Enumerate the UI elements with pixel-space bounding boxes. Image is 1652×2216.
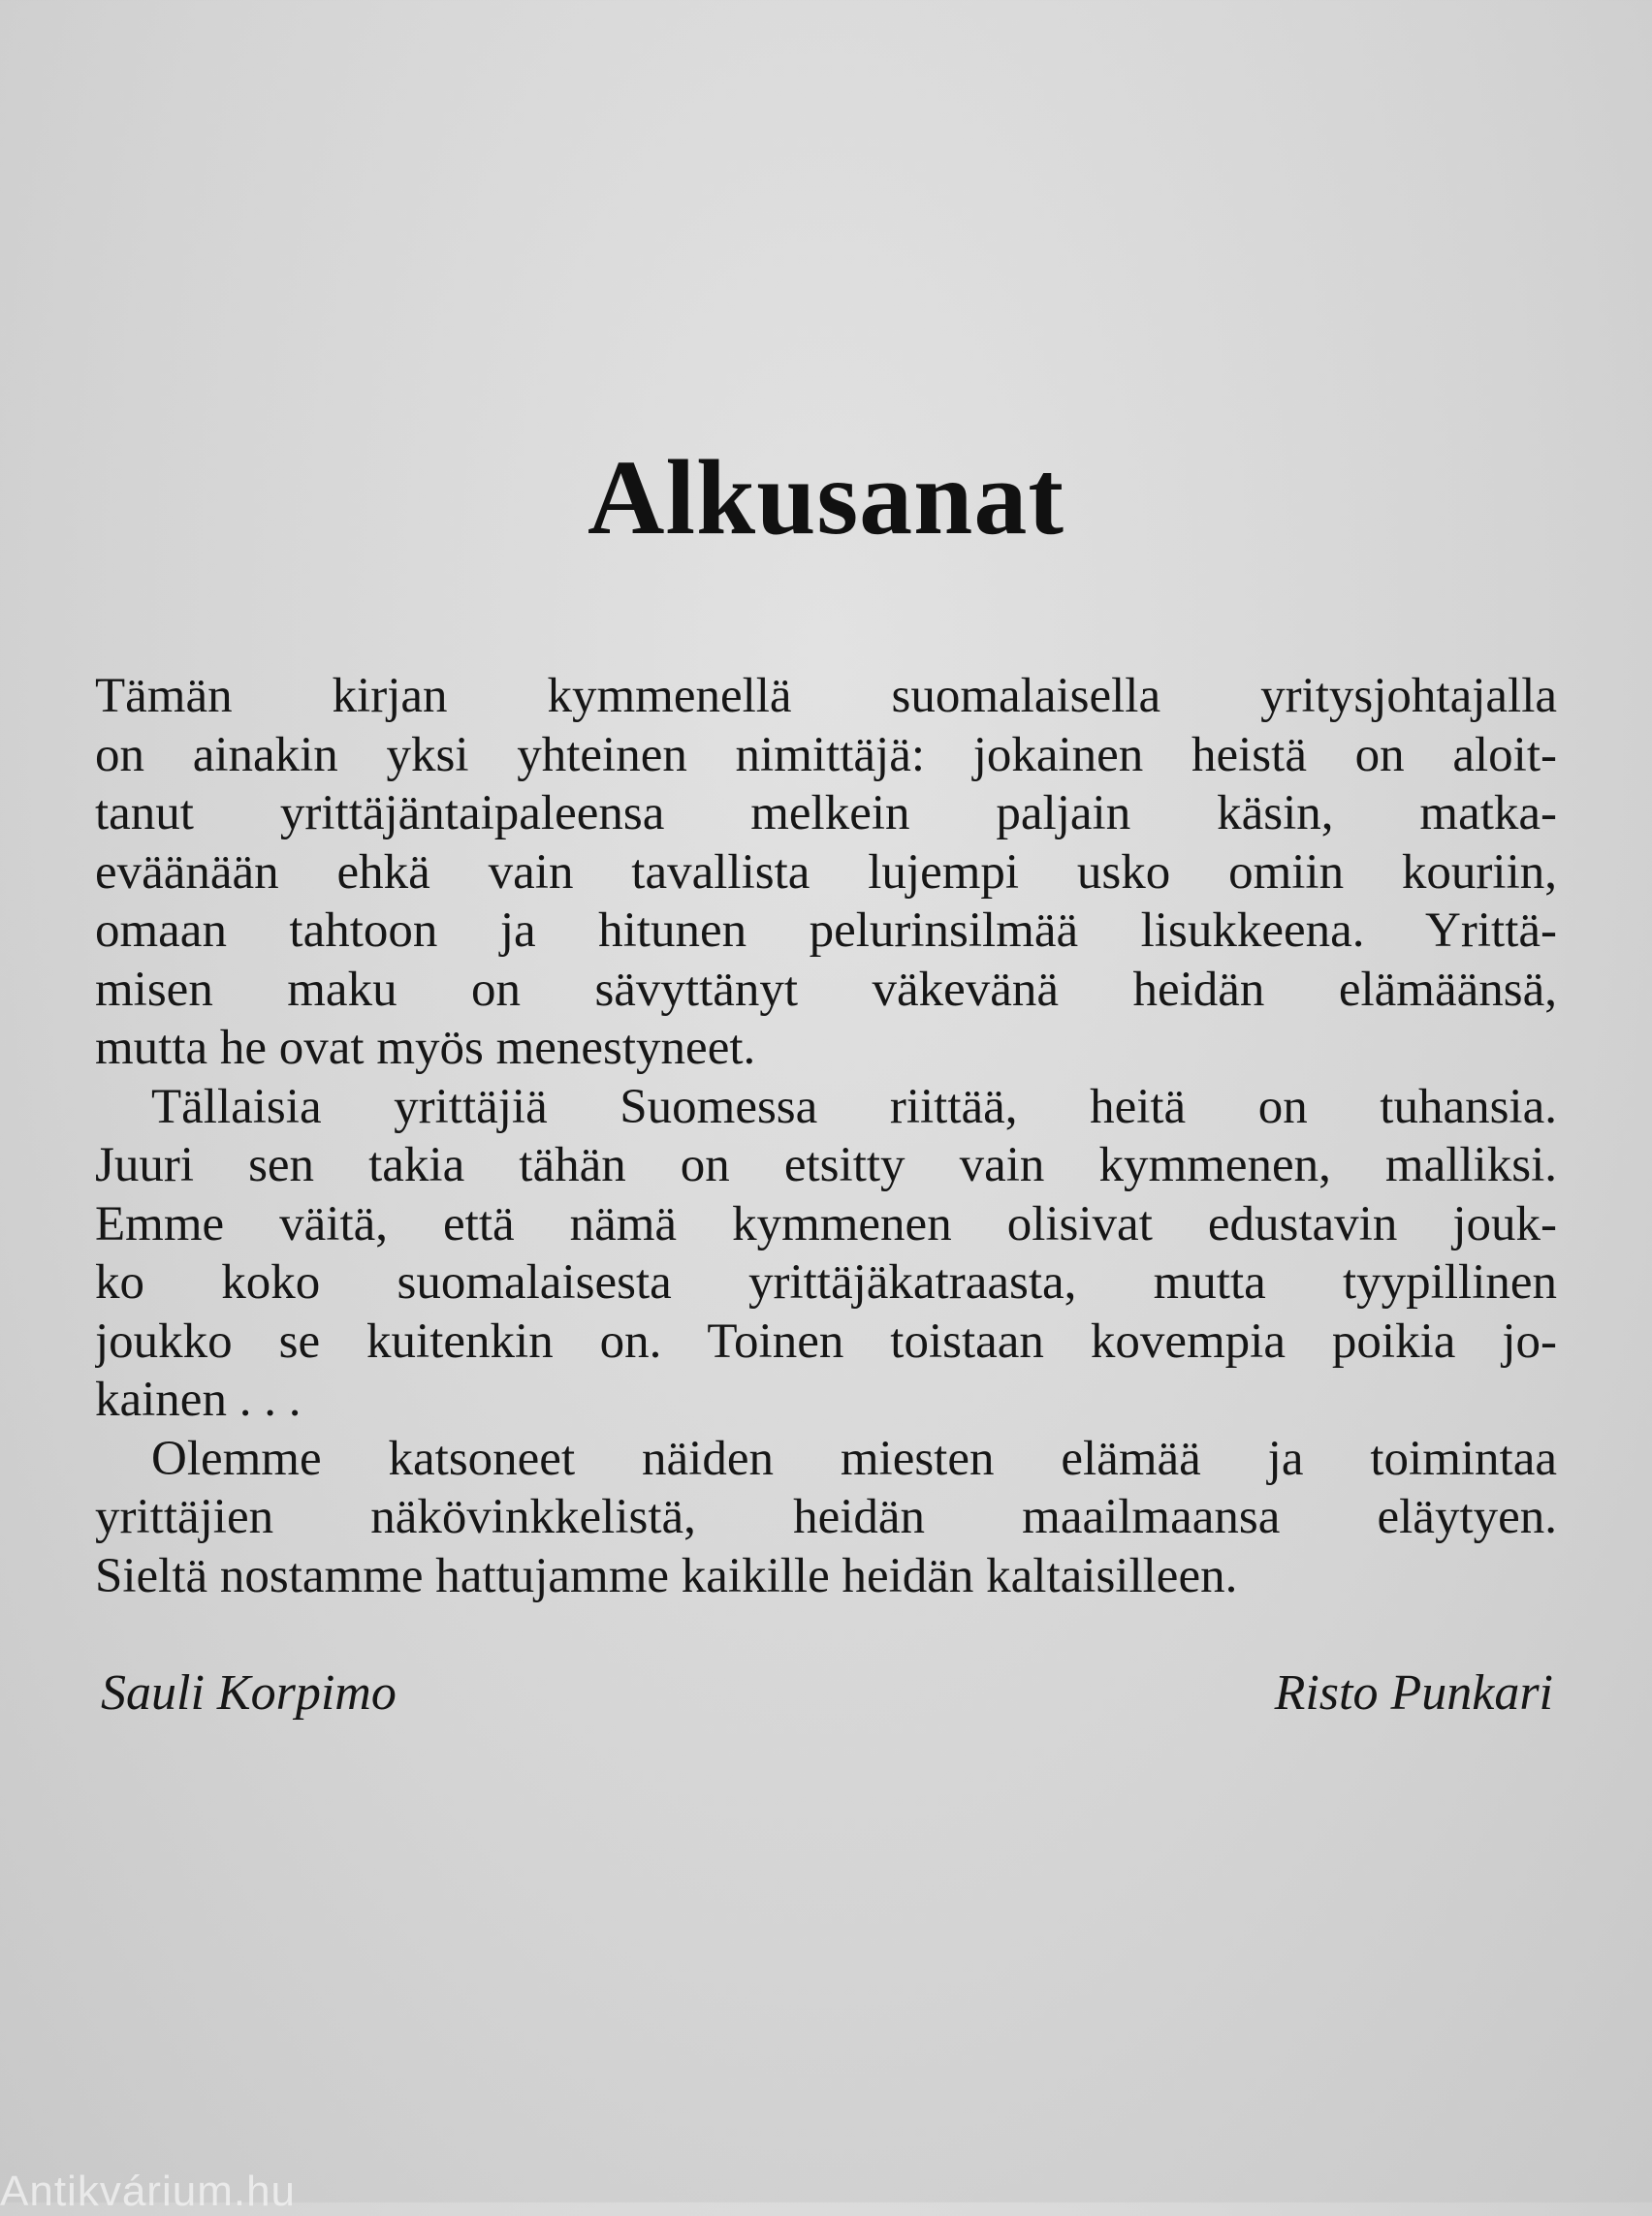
text-line: eväänään ehkä vain tavallista lujempi usko omiin kouriin,	[95, 844, 1557, 900]
paragraph-3	[95, 1430, 1557, 1606]
signature-right: Risto Punkari	[1274, 1665, 1553, 1721]
page-title: Alkusanat	[588, 438, 1064, 556]
preface-body	[95, 667, 1557, 1605]
signatures	[101, 1660, 1553, 1727]
signature-left: Sauli Korpimo	[101, 1665, 397, 1721]
text-line: ko koko suomalaisesta yrittäjäkatraasta, mutta tyypillinen	[95, 1255, 1557, 1310]
watermark: Antikvárium.hu	[0, 2168, 297, 2215]
text-line: Juuri sen takia tähän on etsitty vain kymmenen, malliksi.	[95, 1138, 1557, 1192]
text-line: Emme väitä, että nämä kymmenen olisivat edustavin jouk-	[95, 1196, 1557, 1251]
text-line: misen maku on sävyttänyt väkevänä heidän elämäänsä,	[95, 962, 1557, 1017]
text-line: tanut yrittäjäntaipaleensa melkein paljain käsin, matka-	[95, 786, 1557, 840]
text-line: joukko se kuitenkin on. Toinen toistaan kovempia poikia jo-	[95, 1314, 1557, 1369]
text-line: kainen . . .	[95, 1373, 302, 1427]
text-line: Olemme katsoneet näiden miesten elämää ja toimintaa	[151, 1431, 1557, 1486]
text-line: Tällaisia yrittäjiä Suomessa riittää, heitä on tuhansia.	[151, 1079, 1557, 1134]
text-line: Tämän kirjan kymmenellä suomalaisella yritysjohtajalla	[95, 669, 1557, 723]
text-line: Sieltä nostamme hattujamme kaikille heidän kaltaisilleen.	[95, 1548, 1238, 1603]
text-line: yrittäjien näkövinkkelistä, heidän maailmaansa eläytyen.	[95, 1490, 1557, 1544]
text-line: mutta he ovat myös menestyneet.	[95, 1021, 756, 1075]
paragraph-2	[95, 1078, 1557, 1430]
text-line: omaan tahtoon ja hitunen pelurinsilmää lisukkeena. Yrittä-	[95, 903, 1557, 958]
paragraph-1	[95, 667, 1557, 1078]
text-line: on ainakin yksi yhteinen nimittäjä: jokainen heistä on aloit-	[95, 727, 1557, 782]
